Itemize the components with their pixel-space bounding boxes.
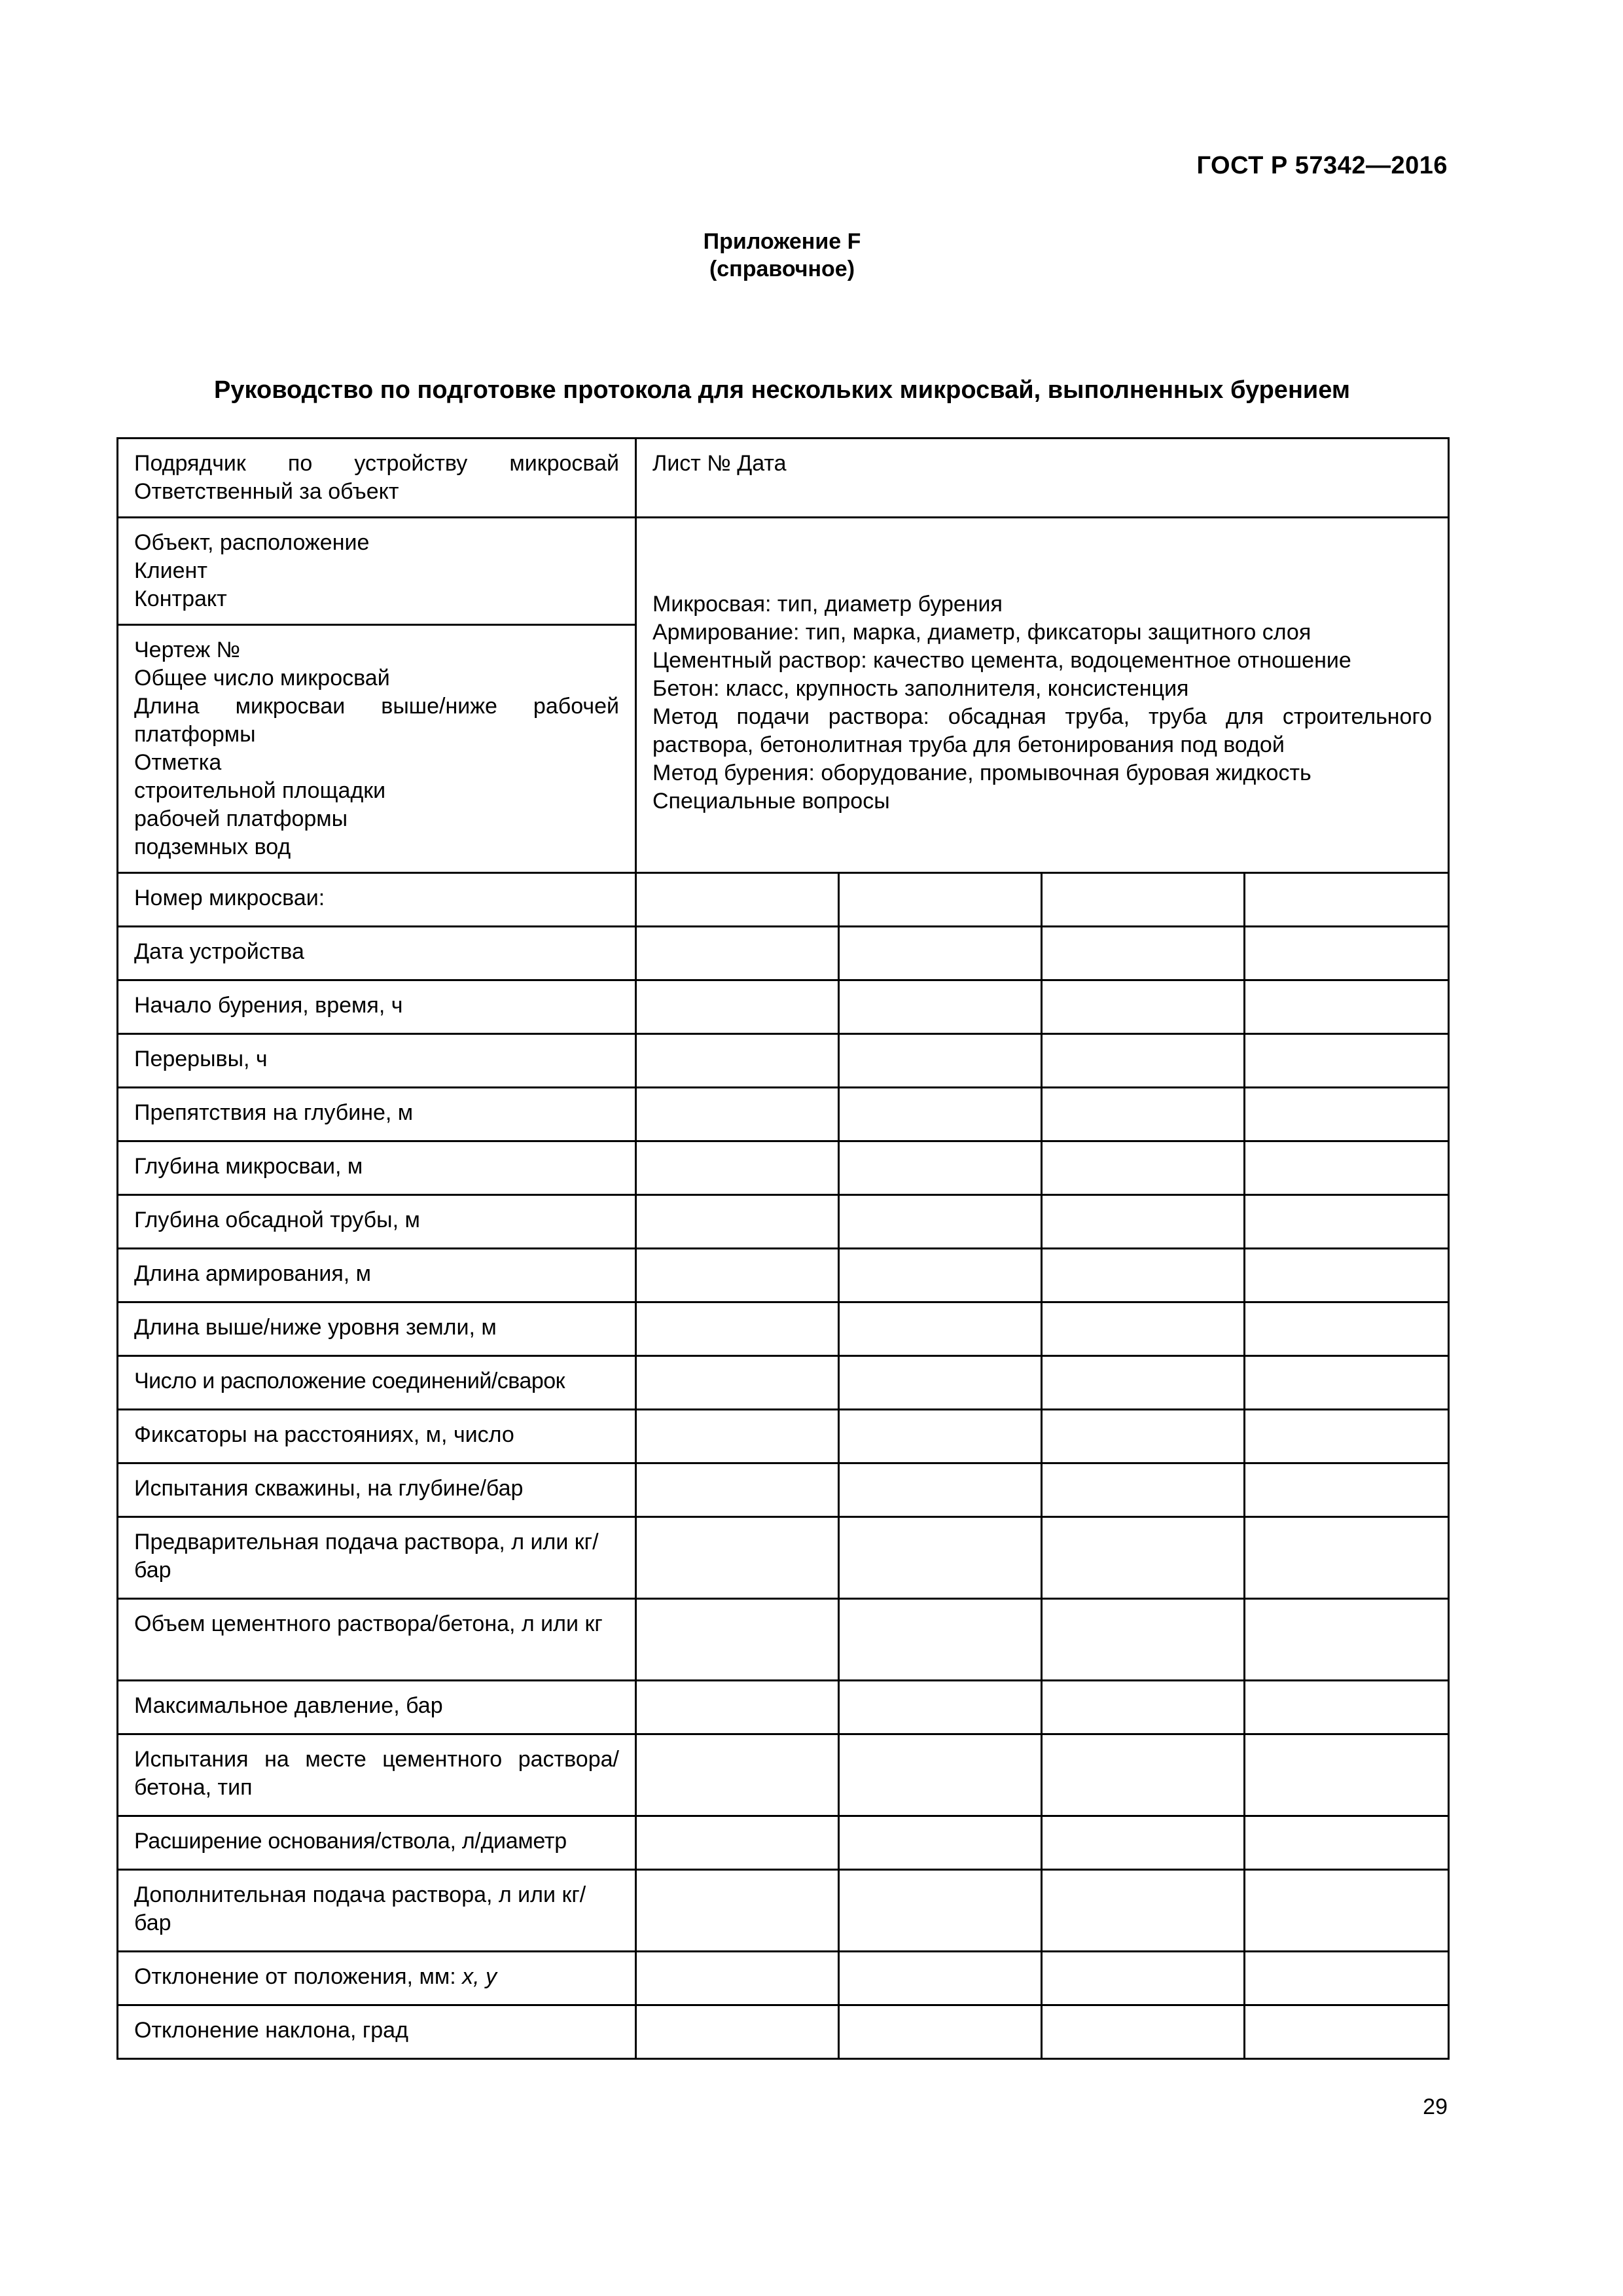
appendix-heading — [0, 228, 1564, 283]
table-cell — [1042, 1599, 1245, 1681]
row-label: Глубина микросваи, м — [118, 1141, 636, 1195]
table-row — [118, 1952, 1449, 2005]
table-cell — [839, 1816, 1042, 1870]
drawing-line: подземных вод — [134, 834, 291, 859]
table-row — [118, 980, 1449, 1034]
table-cell — [1042, 873, 1245, 927]
table-cell — [1042, 1952, 1245, 2005]
row-label: Испытания на месте цементного раствора/бетона, тип — [118, 1734, 636, 1816]
table-cell — [839, 1249, 1042, 1302]
spec-line: Специальные вопросы — [652, 789, 890, 814]
row-label: Предварительная подача раствора, л или кг/бар — [118, 1517, 636, 1599]
table-cell — [636, 2005, 839, 2059]
table-cell — [1245, 1034, 1449, 1088]
table-cell — [839, 1681, 1042, 1734]
row-label: Максимальное давление, бар — [118, 1681, 636, 1734]
table-cell — [1245, 1816, 1449, 1870]
table-cell — [1042, 1088, 1245, 1141]
table-cell — [839, 927, 1042, 980]
table-cell — [636, 1088, 839, 1141]
spec-line: Метод бурения: оборудование, промывочная буровая жидкость — [652, 761, 1311, 785]
row-label: Дополнительная подача раствора, л или кг/бар — [118, 1870, 636, 1952]
table-cell — [636, 1517, 839, 1599]
table-cell — [1245, 1463, 1449, 1517]
contractor-cell: Подрядчик по устройству микросвай Ответственный за объект — [118, 439, 636, 518]
drawing-line: Общее число микросвай — [134, 666, 390, 691]
table-cell — [636, 1816, 839, 1870]
table-cell — [1042, 1517, 1245, 1599]
table-cell — [839, 1410, 1042, 1463]
table-row — [118, 1816, 1449, 1870]
object-cell — [118, 518, 636, 625]
table-cell — [1042, 1302, 1245, 1356]
table-cell — [1245, 1302, 1449, 1356]
row-label: Перерывы, ч — [118, 1034, 636, 1088]
row-label: Начало бурения, время, ч — [118, 980, 636, 1034]
table-cell — [839, 980, 1042, 1034]
table-cell — [839, 1195, 1042, 1249]
row-label: Фиксаторы на расстояниях, м, число — [118, 1410, 636, 1463]
table-cell — [839, 1870, 1042, 1952]
spec-line: Микросвая: тип, диаметр бурения — [652, 592, 1003, 617]
table-cell — [839, 1356, 1042, 1410]
table-cell — [636, 1681, 839, 1734]
table-cell — [1245, 1410, 1449, 1463]
table-cell — [636, 1599, 839, 1681]
table-cell — [1245, 1141, 1449, 1195]
contract-line: Контракт — [134, 586, 227, 611]
table-row — [118, 1463, 1449, 1517]
table-cell — [839, 1034, 1042, 1088]
table-row — [118, 1681, 1449, 1734]
document-title: Руководство по подготовке протокола для нескольких микросвай, выполненных бурением — [213, 376, 1350, 404]
table-cell — [839, 1517, 1042, 1599]
table-cell — [636, 1302, 839, 1356]
table-cell — [1042, 1141, 1245, 1195]
table-cell — [636, 873, 839, 927]
table-row — [118, 1517, 1449, 1599]
table-row — [118, 927, 1449, 980]
row-label: Номер микросваи: — [118, 873, 636, 927]
table-cell — [1042, 1681, 1245, 1734]
table-row — [118, 873, 1449, 927]
object-line: Объект, расположение — [134, 530, 370, 555]
row-label: Длина армирования, м — [118, 1249, 636, 1302]
table-cell — [1245, 1952, 1449, 2005]
table-cell — [636, 1141, 839, 1195]
table-row — [118, 1599, 1449, 1681]
row-label: Длина выше/ниже уровня земли, м — [118, 1302, 636, 1356]
table-cell — [1042, 1410, 1245, 1463]
drawing-line: рабочей платформы — [134, 806, 348, 831]
table-cell — [839, 2005, 1042, 2059]
table-cell — [1042, 1463, 1245, 1517]
table-cell — [1042, 927, 1245, 980]
table-cell — [636, 1356, 839, 1410]
table-cell — [1042, 1734, 1245, 1816]
table-cell — [1042, 1195, 1245, 1249]
table-cell — [1042, 1870, 1245, 1952]
spec-line: Цементный раствор: качество цемента, водоцементное отношение — [652, 648, 1351, 673]
table-cell — [1042, 1034, 1245, 1088]
client-line: Клиент — [134, 558, 207, 583]
row-label: Объем цементного раствора/бетона, л или кг — [118, 1599, 636, 1681]
table-cell — [1245, 1356, 1449, 1410]
protocol-table — [116, 437, 1450, 2060]
table-cell — [636, 1034, 839, 1088]
deviation-label: Отклонение от положения, мм: — [134, 1964, 456, 1989]
row-label: Отклонение наклона, град — [118, 2005, 636, 2059]
row-label — [118, 1952, 636, 2005]
table-cell — [1245, 1870, 1449, 1952]
table-cell — [1245, 2005, 1449, 2059]
table-cell — [1245, 1088, 1449, 1141]
table-cell — [1042, 1816, 1245, 1870]
table-row — [118, 1302, 1449, 1356]
table-cell — [636, 1249, 839, 1302]
table-cell — [1245, 1249, 1449, 1302]
table-row — [118, 1356, 1449, 1410]
drawing-line: строительной площадки — [134, 778, 386, 803]
table-cell — [1042, 1249, 1245, 1302]
table-cell — [839, 1599, 1042, 1681]
table-cell — [636, 1952, 839, 2005]
table-cell — [636, 980, 839, 1034]
table-cell — [839, 873, 1042, 927]
table-cell — [1245, 980, 1449, 1034]
table-cell — [1245, 1195, 1449, 1249]
page-number: 29 — [1423, 2094, 1448, 2119]
spec-line: Метод подачи раствора: обсадная труба, труба для строительного раствора, бетонолитная труба для бетонирования под водой — [652, 704, 1433, 757]
table-cell — [839, 1302, 1042, 1356]
row-label: Препятствия на глубине, м — [118, 1088, 636, 1141]
row-label: Испытания скважины, на глубине/бар — [118, 1463, 636, 1517]
table-row — [118, 1410, 1449, 1463]
deviation-vars: x, y — [462, 1964, 497, 1989]
table-cell — [1245, 1517, 1449, 1599]
drawing-line: Отметка — [134, 750, 222, 775]
standard-code: ГОСТ Р 57342—2016 — [1196, 152, 1448, 179]
table-cell — [636, 1463, 839, 1517]
table-row — [118, 1195, 1449, 1249]
table-row — [118, 1249, 1449, 1302]
spec-line: Армирование: тип, марка, диаметр, фиксаторы защитного слоя — [652, 620, 1311, 645]
table-cell — [1245, 1681, 1449, 1734]
drawing-cell — [118, 625, 636, 873]
table-cell — [1245, 873, 1449, 927]
table-row — [118, 2005, 1449, 2059]
row-label: Число и расположение соединений/сварок — [118, 1356, 636, 1410]
drawing-line: Чертеж № — [134, 637, 241, 662]
table-row — [118, 1734, 1449, 1816]
table-cell — [839, 1463, 1042, 1517]
table-row — [118, 1034, 1449, 1088]
table-cell — [1042, 2005, 1245, 2059]
table-cell — [636, 927, 839, 980]
table-cell — [636, 1870, 839, 1952]
table-cell — [839, 1088, 1042, 1141]
row-label: Глубина обсадной трубы, м — [118, 1195, 636, 1249]
table-row — [118, 1870, 1449, 1952]
table-cell — [1245, 1599, 1449, 1681]
table-cell — [839, 1141, 1042, 1195]
spec-line: Бетон: класс, крупность заполнителя, консистенция — [652, 676, 1189, 701]
table-cell — [1245, 927, 1449, 980]
specification-cell — [636, 518, 1449, 873]
table-cell — [636, 1410, 839, 1463]
row-label: Расширение основания/ствола, л/диаметр — [118, 1816, 636, 1870]
table-cell — [1042, 980, 1245, 1034]
appendix-label: Приложение F — [703, 229, 861, 254]
table-cell — [1042, 1356, 1245, 1410]
table-cell — [636, 1195, 839, 1249]
drawing-line: Длина микросваи выше/ниже рабочей платформы — [134, 694, 619, 747]
table-row — [118, 1141, 1449, 1195]
table-cell — [1245, 1734, 1449, 1816]
appendix-type: (справочное) — [709, 257, 855, 281]
row-label: Дата устройства — [118, 927, 636, 980]
table-cell — [839, 1734, 1042, 1816]
table-cell — [839, 1952, 1042, 2005]
sheet-date-cell: Лист № Дата — [636, 439, 1449, 518]
table-row — [118, 1088, 1449, 1141]
table-cell — [636, 1734, 839, 1816]
